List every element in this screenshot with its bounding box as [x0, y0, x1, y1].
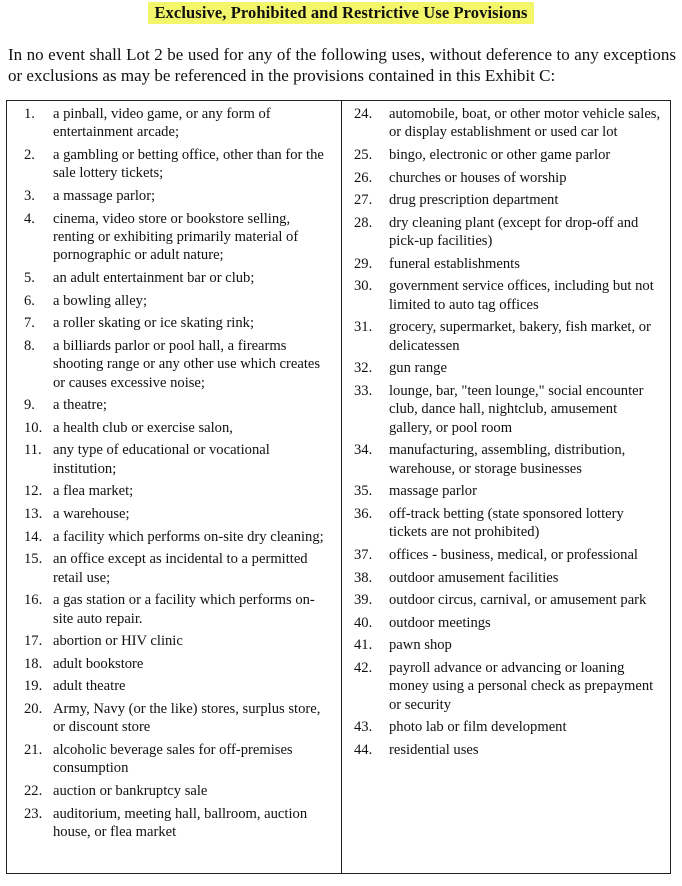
item-number: 36.: [354, 505, 373, 522]
list-item: [24, 396, 333, 414]
list-item: [24, 700, 333, 737]
list-item: [24, 337, 333, 392]
item-number: 17.: [24, 633, 43, 650]
item-text: abortion or HIV clinic: [53, 633, 183, 650]
item-number: 4.: [24, 210, 35, 227]
list-item: [354, 255, 664, 273]
title-container: [0, 2, 682, 24]
item-text: government service offices, including but not limited to auto tag offices: [389, 278, 654, 313]
list-item: [24, 632, 333, 650]
item-text: a flea market;: [53, 483, 134, 500]
item-number: 3.: [24, 188, 35, 204]
item-number: 30.: [354, 278, 373, 295]
item-text: a theatre;: [53, 397, 107, 414]
item-number: 33.: [354, 382, 373, 399]
list-item: [354, 105, 664, 142]
item-text: grocery, supermarket, bakery, fish market, or delicatessen: [389, 319, 651, 354]
item-text: Army, Navy (or the like) stores, surplus store, or discount store: [53, 700, 321, 736]
list-item: [354, 482, 664, 500]
list-item: [24, 269, 333, 287]
item-text: automobile, boat, or other motor vehicle sales, or display establishment or used car lot: [389, 106, 661, 141]
item-text: outdoor circus, carnival, or amusement park: [389, 592, 647, 609]
item-number: 5.: [24, 270, 35, 286]
item-number: 32.: [354, 360, 373, 377]
page-title: Exclusive, Prohibited and Restrictive Use Provisions: [148, 2, 533, 24]
item-text: auditorium, meeting hall, ballroom, auction house, or flea market: [53, 805, 308, 840]
intro-paragraph: In no event shall Lot 2 be used for any of the following uses, without deference to any exceptions or exclusions as may be referenced in the provisions contained in this Exhibit C:: [8, 45, 676, 85]
item-number: 25.: [354, 147, 373, 163]
item-text: an adult entertainment bar or club;: [53, 270, 255, 286]
item-text: a gambling or betting office, other than for the sale lottery tickets;: [53, 147, 324, 182]
item-text: drug prescription department: [389, 192, 559, 209]
item-text: gun range: [389, 360, 447, 377]
item-number: 20.: [24, 700, 43, 717]
item-number: 43.: [354, 719, 373, 736]
item-number: 23.: [24, 805, 43, 822]
list-item: [24, 528, 333, 546]
item-number: 18.: [24, 655, 43, 672]
list-item: [354, 169, 664, 187]
item-number: 1.: [24, 106, 35, 122]
list-item: [354, 277, 664, 314]
list-item: [354, 569, 664, 587]
item-text: auction or bankruptcy sale: [53, 782, 208, 799]
item-number: 35.: [354, 483, 373, 500]
item-text: a gas station or a facility which performs on-site auto repair.: [53, 592, 315, 627]
item-number: 21.: [24, 741, 43, 758]
item-number: 39.: [354, 592, 373, 609]
item-text: adult theatre: [53, 678, 126, 695]
list-item: [24, 105, 333, 142]
item-text: lounge, bar, "teen lounge," social encounter club, dance hall, nightclub, amusement gallery, or pool room: [389, 382, 644, 436]
item-number: 44.: [354, 741, 373, 758]
item-number: 14.: [24, 528, 43, 545]
item-number: 11.: [24, 442, 42, 459]
list-item: [24, 677, 333, 695]
item-text: a billiards parlor or pool hall, a firearms shooting range or any other use which creates or causes excessive noise;: [53, 337, 321, 391]
item-text: a roller skating or ice skating rink;: [53, 315, 255, 332]
item-number: 41.: [354, 637, 373, 654]
item-number: 13.: [24, 505, 43, 522]
item-number: 42.: [354, 659, 373, 676]
list-item: [354, 659, 664, 714]
item-text: payroll advance or advancing or loaning money using a personal check as prepayment or security: [389, 659, 654, 713]
item-number: 40.: [354, 614, 373, 631]
item-number: 16.: [24, 592, 43, 609]
item-text: massage parlor: [389, 483, 477, 500]
item-text: a facility which performs on-site dry cleaning;: [53, 528, 324, 545]
item-number: 24.: [354, 106, 373, 122]
list-item: [354, 591, 664, 609]
list-item: [24, 210, 333, 265]
list-item: [24, 782, 333, 800]
item-text: dry cleaning plant (except for drop-off and pick-up facilities): [389, 214, 639, 250]
uses-table: [6, 100, 671, 874]
item-number: 7.: [24, 315, 35, 332]
item-number: 22.: [24, 782, 43, 799]
item-number: 34.: [354, 442, 373, 459]
item-number: 29.: [354, 255, 373, 272]
item-number: 37.: [354, 546, 373, 563]
item-text: residential uses: [389, 741, 479, 758]
item-text: an office except as incidental to a permitted retail use;: [53, 551, 308, 586]
list-item: [24, 419, 333, 437]
item-text: offices - business, medical, or professional: [389, 546, 638, 563]
left-column: [7, 101, 342, 873]
right-column: [342, 101, 670, 873]
item-text: a bowling alley;: [53, 292, 148, 309]
list-item: [24, 187, 333, 205]
item-number: 8.: [24, 337, 35, 354]
item-number: 2.: [24, 147, 35, 163]
item-text: outdoor amusement facilities: [389, 569, 559, 586]
list-item: [24, 655, 333, 673]
item-number: 26.: [354, 169, 373, 186]
item-number: 10.: [24, 419, 43, 436]
list-item: [24, 146, 333, 183]
list-item: [354, 505, 664, 542]
list-item: [24, 550, 333, 587]
item-text: off-track betting (state sponsored lottery tickets are not prohibited): [389, 505, 624, 541]
list-item: [354, 614, 664, 632]
item-text: churches or houses of worship: [389, 169, 567, 186]
list-item: [24, 591, 333, 628]
item-number: 12.: [24, 483, 43, 500]
item-number: 19.: [24, 678, 43, 695]
list-item: [354, 146, 664, 164]
list-item: [354, 546, 664, 564]
item-number: 6.: [24, 292, 35, 309]
item-text: adult bookstore: [53, 655, 144, 672]
list-item: [354, 718, 664, 736]
item-text: outdoor meetings: [389, 614, 491, 631]
list-item: [24, 441, 333, 478]
list-item: [354, 636, 664, 654]
item-text: funeral establishments: [389, 255, 520, 272]
list-item: [24, 292, 333, 310]
list-item: [354, 382, 664, 437]
list-item: [354, 318, 664, 355]
item-number: 15.: [24, 551, 43, 568]
item-text: photo lab or film development: [389, 719, 567, 736]
item-text: cinema, video store or bookstore selling, renting or exhibiting primarily material of pornographic or adult nature;: [53, 210, 299, 264]
list-item: [24, 741, 333, 778]
item-text: manufacturing, assembling, distribution, warehouse, or storage businesses: [389, 442, 626, 477]
item-text: a warehouse;: [53, 505, 130, 522]
list-item: [24, 505, 333, 523]
item-text: a health club or exercise salon,: [53, 419, 233, 436]
item-text: bingo, electronic or other game parlor: [389, 147, 611, 163]
list-item: [354, 441, 664, 478]
list-item: [354, 214, 664, 251]
item-number: 28.: [354, 214, 373, 231]
list-item: [354, 191, 664, 209]
list-item: [354, 741, 664, 759]
item-text: any type of educational or vocational institution;: [53, 442, 270, 477]
item-number: 38.: [354, 569, 373, 586]
item-text: pawn shop: [389, 637, 452, 654]
list-item: [24, 314, 333, 332]
item-text: alcoholic beverage sales for off-premises consumption: [53, 741, 293, 777]
list-item: [24, 805, 333, 842]
item-text: a pinball, video game, or any form of entertainment arcade;: [53, 106, 271, 141]
list-item: [24, 482, 333, 500]
item-number: 31.: [354, 319, 373, 336]
list-item: [354, 359, 664, 377]
item-number: 9.: [24, 397, 35, 414]
item-number: 27.: [354, 192, 373, 209]
item-text: a massage parlor;: [53, 188, 156, 204]
